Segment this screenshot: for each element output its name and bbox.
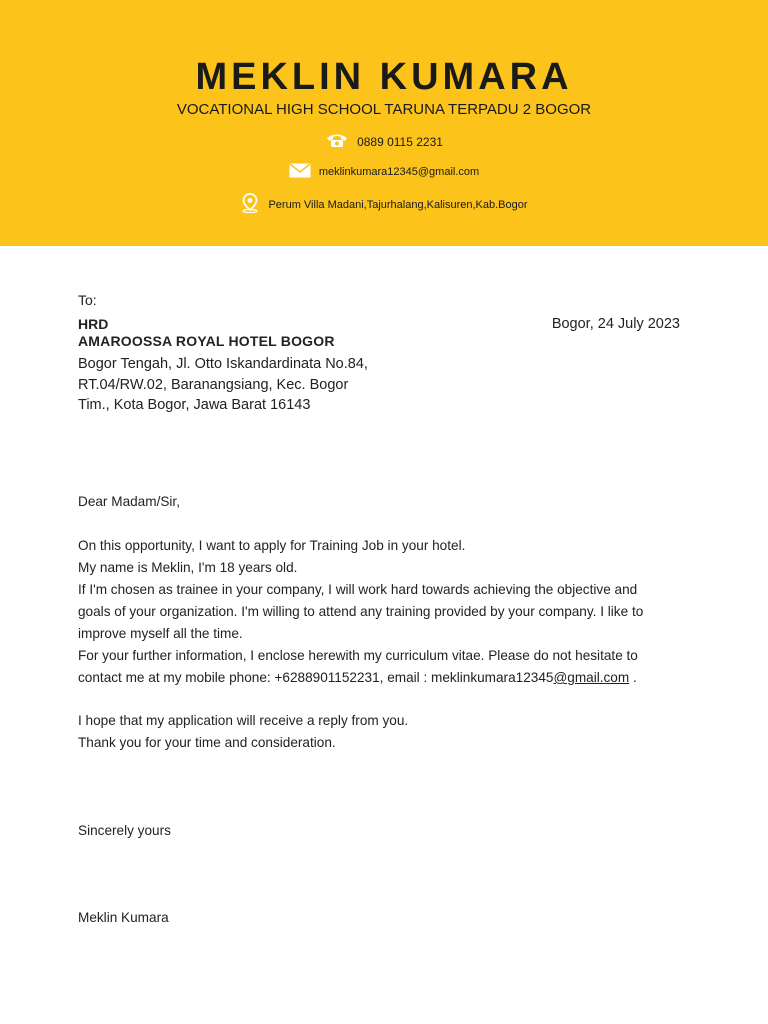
signature-name: Meklin Kumara xyxy=(78,910,169,925)
address-line: Bogor Tengah, Jl. Otto Iskandardinata No.84, xyxy=(78,356,368,372)
closing-line: Thank you for your time and consideration. xyxy=(78,735,336,750)
address-line: Tim., Kota Bogor, Jawa Barat 16143 xyxy=(78,397,311,413)
phone-icon xyxy=(325,132,349,151)
greeting: Dear Madam/Sir, xyxy=(78,494,180,509)
sign-off: Sincerely yours xyxy=(78,823,171,838)
recipient-company: AMAROOSSA ROYAL HOTEL BOGOR xyxy=(78,333,335,349)
home-address: Perum Villa Madani,Tajurhalang,Kalisuren,Kab.Bogor xyxy=(268,198,528,211)
to-label: To: xyxy=(78,292,97,308)
applicant-name: MEKLIN KUMARA xyxy=(195,56,573,98)
location-pin-icon xyxy=(240,193,260,216)
email-address[interactable]: meklinkumara12345@gmail.com xyxy=(318,166,480,178)
closing-line: I hope that my application will receive a reply from you. xyxy=(78,713,409,728)
body-line: improve myself all the time. xyxy=(78,626,243,641)
letter-body xyxy=(78,535,690,689)
recipient-department: HRD xyxy=(78,316,109,332)
letter-date: Bogor, 24 July 2023 xyxy=(551,316,680,332)
body-line: goals of your organization. I'm willing to attend any training provided by your company. I like to xyxy=(78,604,644,619)
address-line: RT.04/RW.02, Baranangsiang, Kec. Bogor xyxy=(78,376,349,393)
body-line: For your further information, I enclose herewith my curriculum vitae. Please do not hesitate to xyxy=(78,648,638,663)
body-line: If I'm chosen as trainee in your company, I will work hard towards achieving the objective and xyxy=(78,582,638,597)
contact-text: contact me at my mobile phone: +6288901152231, email : meklinkumara12345 xyxy=(78,670,554,685)
recipient-address xyxy=(78,354,368,416)
body-line: My name is Meklin, I'm 18 years old. xyxy=(78,560,298,575)
phone-number: 0889 0115 2231 xyxy=(357,134,443,149)
email-row xyxy=(0,163,768,181)
school-name: VOCATIONAL HIGH SCHOOL TARUNA TERPADU 2 BOGOR xyxy=(176,101,592,118)
closing-paragraph xyxy=(78,710,690,754)
contact-suffix: . xyxy=(629,670,637,685)
phone-row xyxy=(0,132,768,151)
address-row xyxy=(0,193,768,216)
letterhead xyxy=(0,0,768,246)
contact-line xyxy=(78,667,690,689)
body-line: On this opportunity, I want to apply for Training Job in your hotel. xyxy=(78,538,466,553)
email-link[interactable]: @gmail.com xyxy=(553,670,630,685)
envelope-icon xyxy=(289,163,311,181)
